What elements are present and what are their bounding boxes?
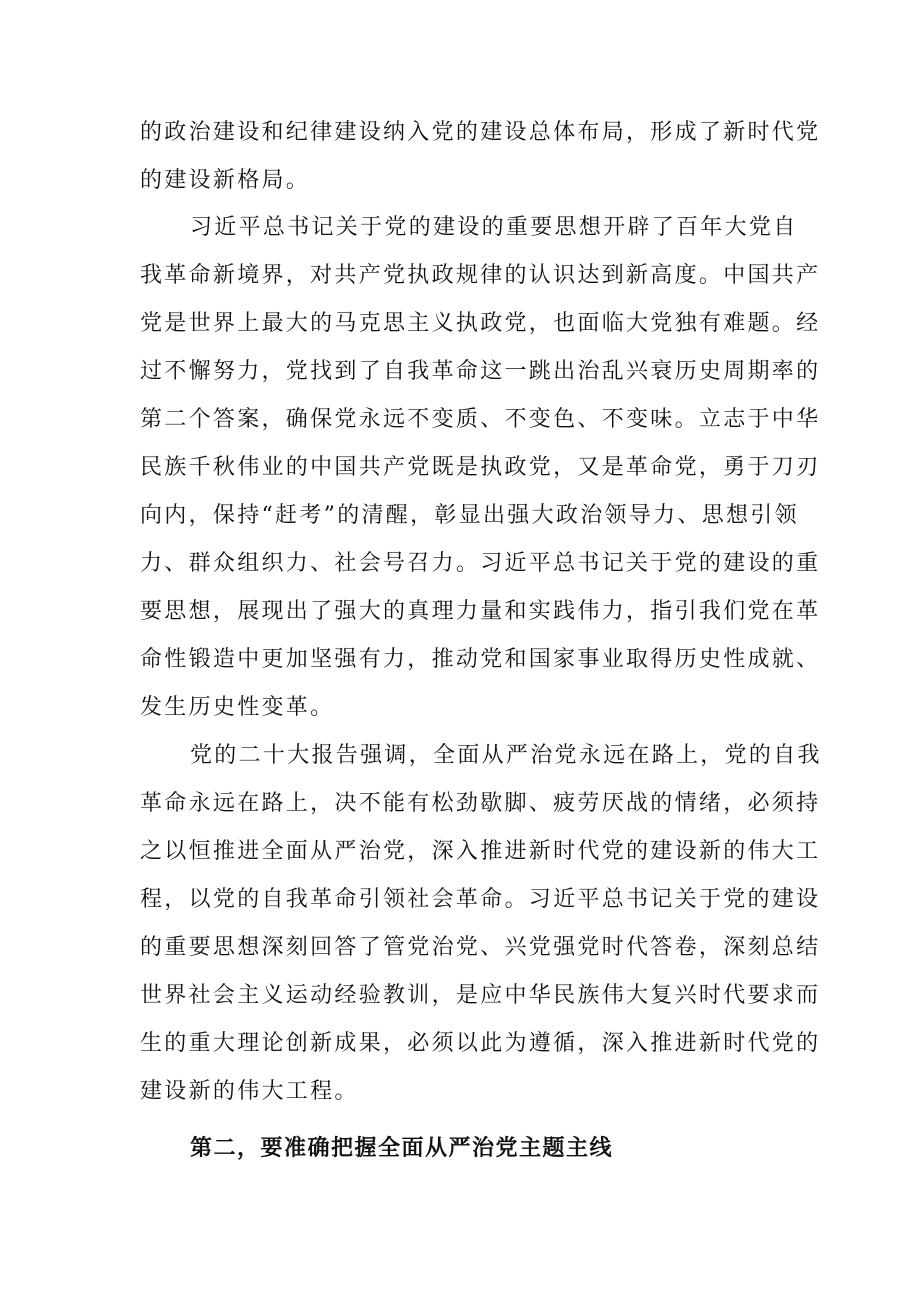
paragraph-line: 我革命新境界，对共产党执政规律的认识达到新高度。中国共产 [140, 263, 821, 288]
paragraph-line: 的政治建设和纪律建设纳入党的建设总体布局，形成了新时代党 [140, 120, 821, 145]
paragraph-line: 过不懈努力，党找到了自我革命这一跳出治乱兴衰历史周期率的 [140, 359, 821, 384]
paragraph-line: 命性锻造中更加坚强有力，推动党和国家事业取得历史性成就、 [140, 647, 821, 672]
paragraph-line: 党是世界上最大的马克思主义执政党，也面临大党独有难题。经 [140, 311, 821, 336]
paragraph-line: 党的二十大报告强调，全面从严治党永远在路上，党的自我 [190, 743, 822, 768]
paragraph-line: 生的重大理论创新成果，必须以此为遵循，深入推进新时代党的 [140, 1031, 821, 1056]
paragraph-line: 第二个答案，确保党永远不变质、不变色、不变味。立志于中华 [140, 407, 821, 432]
paragraph-line: 建设新的伟大工程。 [140, 1079, 359, 1104]
paragraph-line: 之以恒推进全面从严治党，深入推进新时代党的建设新的伟大工 [140, 839, 821, 864]
paragraph-line: 程，以党的自我革命引领社会革命。习近平总书记关于党的建设 [140, 887, 821, 912]
paragraph-line: 力、群众组织力、社会号召力。习近平总书记关于党的建设的重 [140, 551, 821, 576]
paragraph-line: 要思想，展现出了强大的真理力量和实践伟力，指引我们党在革 [140, 599, 821, 624]
paragraph-line: 的重要思想深刻回答了管党治党、兴党强党时代答卷，深刻总结 [140, 935, 821, 960]
paragraph-line: 世界社会主义运动经验教训，是应中华民族伟大复兴时代要求而 [140, 983, 821, 1008]
paragraph-line: 向内，保持“赶考”的清醒，彰显出强大政治领导力、思想引领 [140, 503, 799, 528]
paragraph-line: 习近平总书记关于党的建设的重要思想开辟了百年大党自 [190, 215, 798, 240]
paragraph-line: 革命永远在路上，决不能有松劲歇脚、疲劳厌战的情绪，必须持 [140, 791, 821, 816]
paragraph-line: 的建设新格局。 [140, 168, 311, 193]
paragraph-line: 民族千秋伟业的中国共产党既是执政党，又是革命党，勇于刀刃 [140, 455, 821, 480]
section-heading: 第二，要准确把握全面从严治党主题主线 [190, 1136, 614, 1161]
paragraph-line: 发生历史性变革。 [140, 695, 335, 720]
